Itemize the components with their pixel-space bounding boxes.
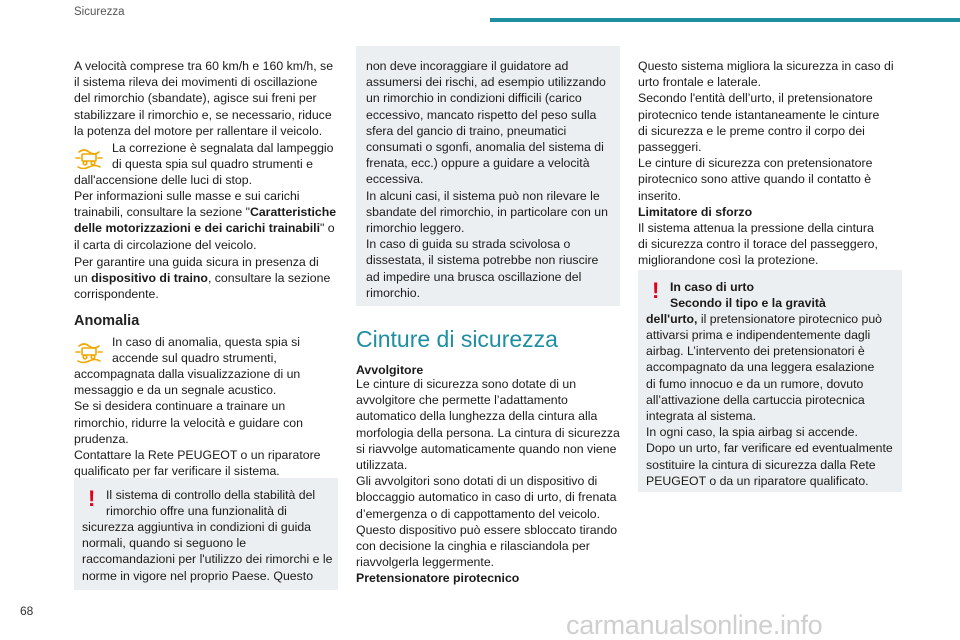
avvolgitore-paragraph: Le cinture di sicurezza sono dotate di un avvolgitore che permette l’adattamento automatico della lunghezza della cintura alla morfologia della persona. La cintura di sicurezza si riavvolge automaticamente quando non viene utilizzata. Gli avvolgitori sono dotati di un dispositivo di bloccaggio automatico in caso di urto, di frenata d’emergenza o di cappottamento del veicolo. Questo dispositivo può essere sbloccato tirando con decisione la cinghia e rilasciandola per riavvolgerla leggermente.	[356, 377, 620, 570]
icon-paragraph-correction: La correzione è segnalata dal lampeggio di questa spia sul quadro strumenti e	[112, 141, 334, 172]
warning-exclamation-icon: !	[652, 278, 660, 303]
bold-towing-device: dispositivo di traino	[91, 271, 208, 286]
warning-crash-line3: dell'urto, il pretensionatore pirotecnico può	[646, 312, 883, 326]
pretensionatore-heading: Pretensionatore pirotecnico	[356, 571, 520, 585]
trailer-stability-warning-icon	[74, 142, 104, 172]
anomaly-icon-paragraph: In caso di anomalia, questa spia si accende sul quadro strumenti,	[112, 335, 300, 366]
paragraph-masses-loads: Per informazioni sulle masse e sui carichi trainabili, consultare la sezione "Caratteristiche delle motorizzazioni e dei carichi trainabili" o il carta di circolazione del veicolo.	[74, 189, 337, 252]
limitatore-heading: Limitatore di sforzo	[638, 205, 753, 219]
warning-first-lines: Il sistema di controllo della stabilità del rimorchio offre una funzionalità di	[106, 488, 316, 519]
header-section-title: Sicurezza	[74, 6, 125, 18]
warning-rest: sicurezza aggiuntiva in condizioni di guida normali, quando si seguono le raccomandazioni per l'utilizzo dei rimorchi e le norme in vigore nel proprio Paese. Questo	[82, 520, 333, 583]
watermark: carmanualsonline.info	[566, 610, 823, 640]
paragraph-stability-speed: A velocità comprese tra 60 km/h e 160 km/h, se il sistema rileva dei movimenti di oscillazione del rimorchio (sbandate), agisce sui freni per stabilizzare il rimorchio e, se necessario, riduce la potenza del motore per rallentare il veicolo.	[74, 59, 334, 138]
warning-box-crash	[638, 270, 902, 492]
warning-crash-rest: attivarsi prima e indipendentemente dagli airbag. L’intervento dei pretensionatori è accompagnato da una leggera esalazione di fumo innocuo e da un rumore, dovuto all’attivazione della cartuccia pirotecnica integrata al sistema. In ogni caso, la spia airbag si accende. Dopo un urto, far verificare ed eventualmente sostituire la cintura di sicurezza dalla Rete PEUGEOT o da un riparatore qualificato.	[646, 328, 893, 488]
trailer-anomaly-warning-icon	[74, 336, 104, 366]
paragraph-towing-device: Per garantire una guida sicura in presenza di un dispositivo di traino, consultare la sezione corrispondente.	[74, 255, 331, 302]
page-number: 68	[20, 604, 34, 618]
pretensionatore-paragraph: Questo sistema migliora la sicurezza in caso di urto frontale e laterale. Secondo l'entità dell’urto, il pretensionatore pirotecnico tende istantaneamente le cinture di sicurezza e le preme contro il corpo dei passeggeri. Le cinture di sicurezza con pretensionatore pirotecnico sono attive quando il contatto è inserito.	[638, 59, 894, 203]
avvolgitore-heading: Avvolgitore	[356, 363, 424, 377]
limitatore-paragraph: Il sistema attenua la pressione della cintura di sicurezza contro il torace del passeggero, migliorandone così la protezione.	[638, 221, 878, 268]
section-title-seatbelts: Cinture di sicurezza	[356, 326, 558, 352]
header-accent-bar	[490, 18, 960, 22]
warning-exclamation-icon: !	[88, 486, 96, 511]
bold-characteristics-section: Caratteristiche delle motorizzazioni e dei carichi trainabili	[74, 205, 337, 236]
paragraph-stop-lights: dall'accensione delle luci di stop.	[74, 173, 253, 187]
anomaly-paragraph: accompagnata dalla visualizzazione di un messaggio e da un segnale acustico. Se si desidera continuare a trainare un rimorchio, ridurre la velocità e guidare con prudenza. Contattare la Rete PEUGEOT o un riparatore qualificato per far verificare il sistema.	[74, 367, 321, 479]
warning-crash-line2: Secondo il tipo e la gravità	[670, 296, 826, 310]
warning-crash-title: In caso di urto	[670, 280, 755, 294]
warning-continuation-text: non deve incoraggiare il guidatore ad assumersi dei rischi, ad esempio utilizzando un rimorchio in condizioni difficili (carico eccessivo, mancato rispetto del peso sulla sfera del gancio di traino, pneumatici consumati o sgonfi, anomalia del sistema di frenata, ecc.) oppure a guidare a velocità eccessiva. In alcuni casi, il sistema può non rilevare le sbandate del rimorchio, in particolare con un rimorchio leggero. In caso di guida su strada scivolosa o dissestata, il sistema potrebbe non riuscire ad impedire una brusca oscillazione del rimorchio.	[366, 59, 608, 300]
anomaly-heading: Anomalia	[74, 313, 140, 329]
warning-box-continuation	[356, 46, 620, 306]
warning-box-stability	[74, 478, 338, 590]
